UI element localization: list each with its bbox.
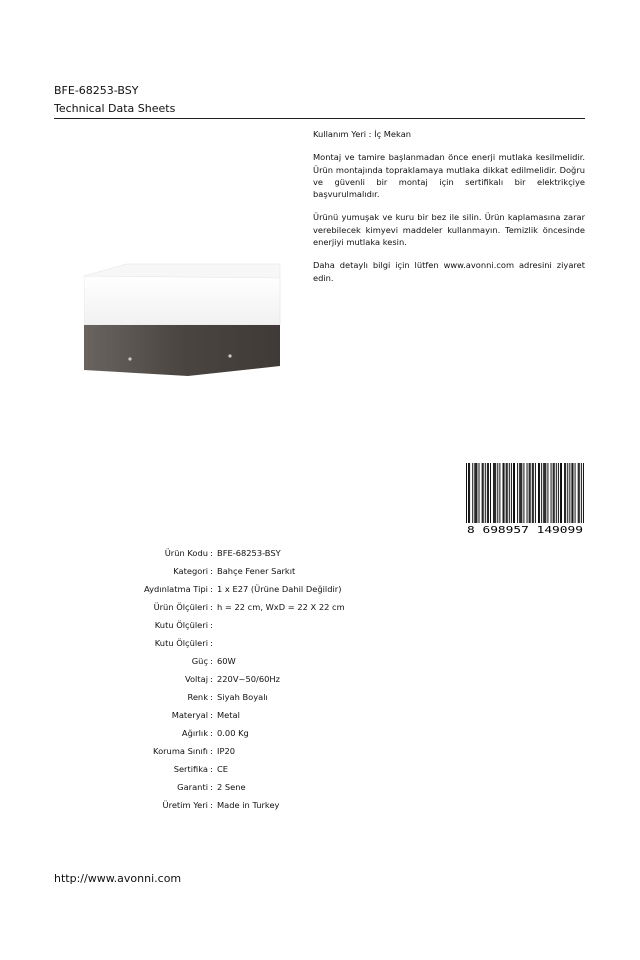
barcode-bar: [558, 463, 559, 523]
barcode-bar: [561, 463, 562, 523]
spec-separator: :: [210, 548, 213, 558]
barcode-bar: [535, 463, 536, 523]
spec-separator: :: [210, 782, 213, 792]
spec-separator: :: [210, 728, 213, 738]
spec-separator: :: [210, 656, 213, 666]
spec-label: Ürün Kodu: [164, 548, 208, 558]
spec-label: Kategori: [173, 566, 208, 576]
spec-value: BFE-68253-BSY: [217, 548, 281, 558]
spec-separator: :: [210, 764, 213, 774]
barcode: [466, 463, 584, 534]
barcode-digits: 8 698957 149099: [467, 525, 584, 534]
spec-separator: :: [210, 620, 213, 630]
barcode-bar: [569, 463, 570, 523]
barcode-bar: [509, 463, 510, 523]
spec-row: [0, 724, 640, 742]
barcode-bar: [475, 463, 476, 523]
barcode-bar: [483, 463, 484, 523]
barcode-bar: [564, 463, 565, 523]
spec-row: [0, 688, 640, 706]
info-block: [313, 128, 585, 295]
barcode-bar: [533, 463, 534, 523]
spec-label: Aydınlatma Tipi: [144, 584, 208, 594]
barcode-bar: [519, 463, 520, 523]
barcode-bar: [547, 463, 548, 523]
screw-icon: [128, 357, 131, 360]
specifications-table: [0, 544, 640, 814]
barcode-bar: [499, 463, 500, 523]
spec-label: Ağırlık: [181, 728, 208, 738]
spec-label: Üretim Yeri: [162, 800, 208, 810]
footer-url: http://www.avonni.com: [54, 872, 182, 885]
barcode-bar: [541, 463, 542, 523]
barcode-bar: [503, 463, 504, 523]
spec-value: 220V~50/60Hz: [217, 674, 280, 684]
barcode-bar: [466, 463, 467, 523]
spec-label: Koruma Sınıfı: [153, 746, 208, 756]
spec-label: Kutu Ölçüleri: [154, 638, 208, 648]
barcode-bar: [539, 463, 540, 523]
barcode-bar: [517, 463, 518, 523]
barcode-bar: [573, 463, 574, 523]
website-paragraph: Daha detaylı bilgi için lütfen www.avonni.com adresini ziyaret edin.: [313, 260, 585, 283]
spec-row: [0, 760, 640, 778]
spec-separator: :: [210, 692, 213, 702]
barcode-bar: [490, 463, 491, 523]
barcode-bar: [511, 463, 512, 523]
barcode-bar: [527, 463, 528, 523]
spec-label: Renk: [187, 692, 208, 702]
barcode-bar: [579, 463, 580, 523]
spec-row: [0, 670, 640, 688]
barcode-bar: [497, 463, 498, 523]
barcode-bar: [514, 463, 515, 523]
spec-separator: :: [210, 584, 213, 594]
spec-value: 2 Sene: [217, 782, 246, 792]
barcode-bar: [472, 463, 473, 523]
barcode-bar: [494, 463, 495, 523]
spec-row: [0, 562, 640, 580]
barcode-bar: [488, 463, 489, 523]
header-divider: [54, 118, 585, 119]
spec-separator: :: [210, 746, 213, 756]
barcode-bar: [575, 463, 576, 523]
barcode-bar: [529, 463, 530, 523]
spec-separator: :: [210, 674, 213, 684]
spec-value: Made in Turkey: [217, 800, 280, 810]
cleaning-paragraph: Ürünü yumuşak ve kuru bir bez ile silin. Ürün kaplamasına zarar verebilecek kimyevi maddeler kullanmayın. Temizlik öncesinde enerjiyi mutlaka kesin.: [313, 212, 585, 248]
spec-value: Bahçe Fener Sarkıt: [217, 566, 296, 576]
spec-separator: :: [210, 800, 213, 810]
screw-icon: [228, 354, 231, 357]
lamp-metal-base: [84, 325, 280, 376]
spec-label: Kutu Ölçüleri: [154, 620, 208, 630]
barcode-bar: [565, 463, 566, 523]
barcode-bar: [479, 463, 480, 523]
document-subtitle: Technical Data Sheets: [54, 102, 176, 115]
barcode-bar: [538, 463, 539, 523]
barcode-bar: [493, 463, 494, 523]
barcode-bar: [543, 463, 544, 523]
document-header: [54, 84, 585, 116]
barcode-bar: [482, 463, 483, 523]
barcode-bar: [485, 463, 486, 523]
spec-label: Voltaj: [184, 674, 208, 684]
barcode-bar: [513, 463, 514, 523]
barcode-bar: [495, 463, 496, 523]
spec-label: Garanti: [177, 782, 208, 792]
product-code-title: BFE-68253-BSY: [54, 84, 139, 97]
barcode-bar: [544, 463, 545, 523]
barcode-bar: [560, 463, 561, 523]
barcode-bar: [551, 463, 552, 523]
barcode-bar: [504, 463, 505, 523]
spec-label: Sertifika: [173, 764, 208, 774]
spec-row: [0, 616, 640, 634]
barcode-bar: [507, 463, 508, 523]
product-image: [84, 262, 284, 380]
safety-paragraph: Montaj ve tamire başlanmadan önce enerji mutlaka kesilmelidir. Ürün montajında topraklamaya mutlaka dikkat edilmelidir. Doğru ve güvenli bir montaj için sertifikalı bir elektrikçiye başvurulmalıdır.: [313, 152, 585, 200]
barcode-bar: [523, 463, 524, 523]
spec-value: 60W: [217, 656, 236, 666]
barcode-bar: [556, 463, 557, 523]
spec-row: [0, 742, 640, 760]
spec-separator: :: [210, 566, 213, 576]
barcode-bar: [571, 463, 572, 523]
barcode-bar: [487, 463, 488, 523]
spec-value: h = 22 cm, WxD = 22 X 22 cm: [217, 602, 345, 612]
spec-row: [0, 544, 640, 562]
barcode-bar: [468, 463, 469, 523]
barcode-bar: [474, 463, 475, 523]
barcode-bar: [545, 463, 546, 523]
barcode-bar: [583, 463, 584, 523]
spec-row: [0, 652, 640, 670]
spec-value: IP20: [217, 746, 236, 756]
barcode-bar: [581, 463, 582, 523]
barcode-bar: [476, 463, 477, 523]
barcode-bar: [567, 463, 568, 523]
spec-label: Ürün Ölçüleri: [153, 602, 208, 612]
spec-row: [0, 778, 640, 796]
spec-label: Materyal: [171, 710, 208, 720]
lamp-diffuser: [84, 276, 280, 325]
usage-text: Kullanım Yeri : İç Mekan: [313, 129, 412, 139]
barcode-bar: [506, 463, 507, 523]
barcode-bar: [520, 463, 521, 523]
barcode-bar: [521, 463, 522, 523]
spec-row: [0, 706, 640, 724]
barcode-bar: [530, 463, 531, 523]
spec-row: [0, 796, 640, 814]
barcode-bar: [554, 463, 555, 523]
spec-row: [0, 598, 640, 616]
barcode-bar: [532, 463, 533, 523]
spec-label: Güç: [191, 656, 208, 666]
spec-value: 0.00 Kg: [217, 728, 249, 738]
spec-value: CE: [217, 764, 229, 774]
spec-separator: :: [210, 710, 213, 720]
barcode-bar: [469, 463, 470, 523]
spec-value: 1 x E27 (Ürüne Dahil Değildir): [217, 584, 342, 594]
spec-separator: :: [210, 602, 213, 612]
spec-row: [0, 634, 640, 652]
spec-row: [0, 580, 640, 598]
spec-value: Siyah Boyalı: [217, 692, 268, 702]
barcode-bar: [578, 463, 579, 523]
barcode-bar: [553, 463, 554, 523]
spec-value: Metal: [217, 710, 240, 720]
spec-separator: :: [210, 638, 213, 648]
